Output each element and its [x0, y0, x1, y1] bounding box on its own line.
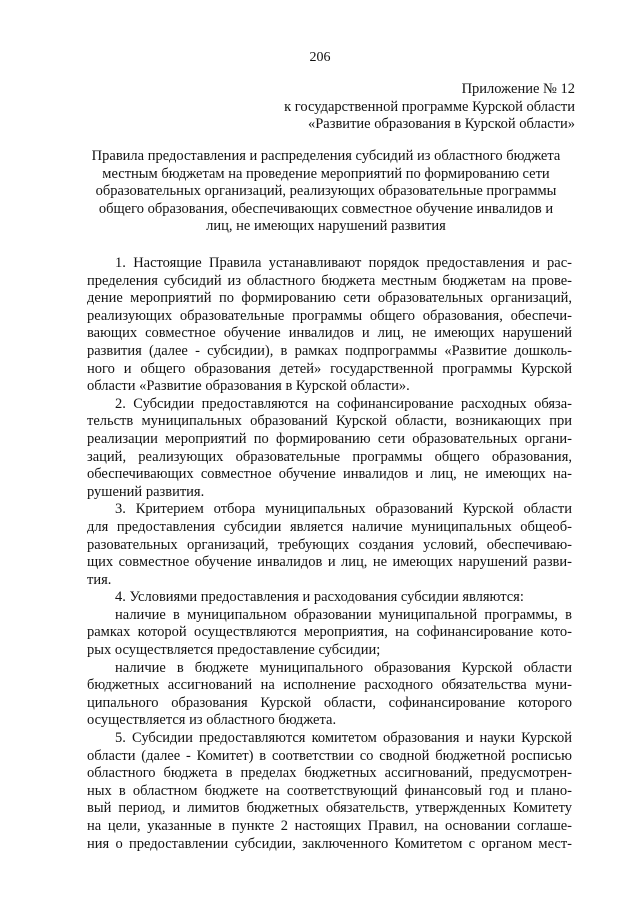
body-line: ного и общего образования детей» государственной программы Курской: [87, 360, 572, 377]
title-line: лиц, не имеющих нарушений развития: [206, 218, 446, 234]
body-line: бюджетных ассигнований на исполнение расходного обязательства муни-: [87, 677, 572, 694]
body-line: тельств муниципальных образований Курской области, возникающих при: [87, 413, 572, 430]
body-line: тия.: [87, 571, 112, 588]
body-line: для предоставления субсидии является наличие муниципальных общеоб-: [87, 518, 572, 535]
document-title: [80, 148, 572, 236]
appendix-line: «Развитие образования в Курской области»: [307, 116, 575, 132]
body-line: пределения субсидий из областного бюджета местным бюджетам на прове-: [87, 272, 572, 289]
body-line: разовательных организаций, требующих создания условий, обеспечиваю-: [87, 536, 572, 553]
body-line: на цели, указанные в пункте 2 настоящих Правил, на основании соглаше-: [87, 818, 572, 834]
body-line: ния о предоставлении субсидии, заключенного Комитетом с органом мест-: [87, 835, 572, 852]
body-line: обеспечивающих совместное обучение инвалидов и лиц, не имеющих на-: [87, 466, 572, 483]
body-line: 2. Субсидии предоставляются на софинансирование расходных обяза-: [115, 395, 572, 412]
body-line: вающих совместное обучение инвалидов и лиц, не имеющих нарушений: [87, 325, 572, 342]
title-line: общего образования, обеспечивающих совместное обучение инвалидов и: [98, 200, 554, 217]
body-line: 1. Настоящие Правила устанавливают порядок предоставления и рас-: [115, 255, 572, 271]
body-line: развития (далее - субсидии), в рамках подпрограммы «Развитие дошколь-: [87, 342, 572, 359]
body-line: наличие в бюджете муниципального образования Курской области: [115, 659, 572, 676]
body-line: ципального образования Курской области, софинансирование которого: [87, 694, 572, 711]
body-line: вый период, и лимитов бюджетных обязательств, утвержденных Комитету: [87, 800, 572, 817]
body-line: осуществляется из областного бюджета.: [87, 712, 337, 729]
body-line: реализации мероприятий по формированию сети образовательных органи-: [87, 430, 572, 447]
body-line: области «Развитие образования в Курской области».: [87, 378, 410, 395]
body-line: 5. Субсидии предоставляются комитетом образования и науки Курской: [115, 730, 572, 747]
title-line: образовательных организаций, реализующих образовательные программы: [95, 183, 557, 199]
body-line: рых осуществляется предоставление субсидии;: [87, 642, 381, 659]
body-line: 3. Критерием отбора муниципальных образований Курской области: [115, 501, 572, 518]
body-line: заций, реализующих образовательные программы общего образования,: [87, 448, 572, 465]
body-line: рушений развития.: [87, 483, 205, 500]
appendix-header: [215, 81, 575, 134]
body-line: ных в областном бюджете на соответствующий финансовый год и плано-: [87, 782, 572, 799]
appendix-line: Приложение № 12: [461, 81, 575, 97]
body-line: рамках которой осуществляются мероприятия, на софинансирование кото-: [87, 624, 572, 641]
appendix-line: к государственной программе Курской области: [284, 98, 575, 115]
title-line: местным бюджетам на проведение мероприятий по формированию сети: [102, 165, 550, 182]
body-line: области (далее - Комитет) в соответствии со сводной бюджетной росписью: [87, 747, 572, 764]
document-body: [87, 255, 572, 853]
body-line: областного бюджета в пределах бюджетных ассигнований, предусмотрен-: [87, 765, 572, 782]
body-line: 4. Условиями предоставления и расходования субсидии являются:: [115, 589, 524, 606]
title-line: Правила предоставления и распределения субсидий из областного бюджета: [91, 148, 561, 164]
page-number: 206: [309, 50, 331, 65]
body-line: наличие в муниципальном образовании муниципальной программы, в: [115, 606, 572, 623]
body-line: реализующих образовательные программы общего образования, обеспечи-: [87, 307, 572, 324]
body-line: щих совместное обучение инвалидов и лиц, не имеющих нарушений разви-: [87, 554, 572, 571]
body-line: дение мероприятий по формированию сети образовательных организаций,: [87, 290, 572, 307]
